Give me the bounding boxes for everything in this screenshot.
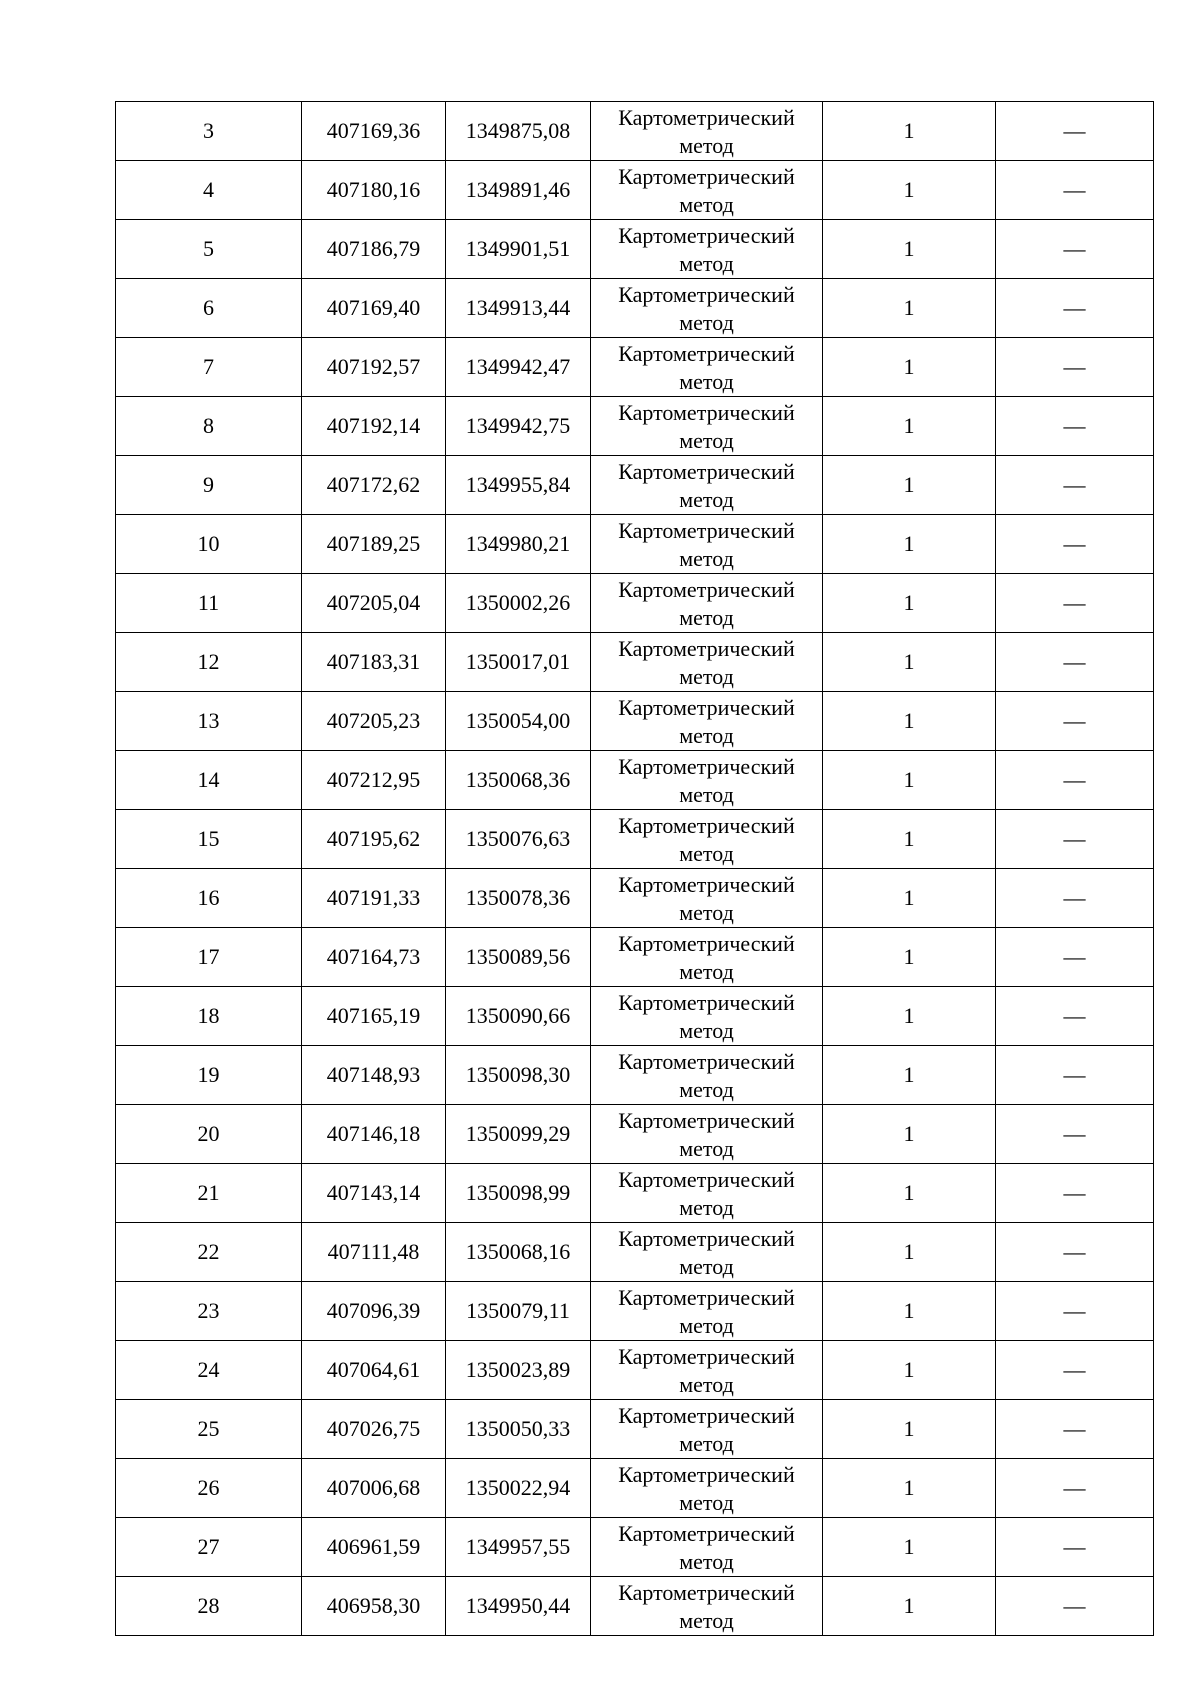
method-text-line: Картометрический — [618, 636, 795, 661]
table-row — [116, 751, 1154, 810]
x-coordinate-cell: 407165,19 — [302, 987, 446, 1046]
point-number-cell: 8 — [116, 397, 302, 456]
method-cell — [591, 279, 823, 338]
method-text-line: метод — [679, 1372, 734, 1397]
method-cell — [591, 869, 823, 928]
accuracy-cell: 1 — [823, 397, 996, 456]
method-text-line: Картометрический — [618, 931, 795, 956]
y-coordinate-cell: 1350078,36 — [446, 869, 591, 928]
note-cell: — — [996, 1577, 1154, 1636]
point-number-cell: 19 — [116, 1046, 302, 1105]
x-coordinate-cell: 407195,62 — [302, 810, 446, 869]
y-coordinate-cell: 1350099,29 — [446, 1105, 591, 1164]
method-text-line: метод — [679, 1431, 734, 1456]
method-text-line: Картометрический — [618, 1049, 795, 1074]
method-text-line: Картометрический — [618, 1108, 795, 1133]
x-coordinate-cell: 407191,33 — [302, 869, 446, 928]
coordinates-table-body — [116, 102, 1154, 1636]
note-cell: — — [996, 220, 1154, 279]
accuracy-cell: 1 — [823, 1046, 996, 1105]
y-coordinate-cell: 1350089,56 — [446, 928, 591, 987]
point-number-cell: 28 — [116, 1577, 302, 1636]
point-number-cell: 12 — [116, 633, 302, 692]
table-row — [116, 102, 1154, 161]
note-cell: — — [996, 633, 1154, 692]
coordinates-table — [115, 101, 1154, 1636]
table-row — [116, 633, 1154, 692]
method-text-line: Картометрический — [618, 577, 795, 602]
y-coordinate-cell: 1349957,55 — [446, 1518, 591, 1577]
x-coordinate-cell: 407183,31 — [302, 633, 446, 692]
method-cell — [591, 751, 823, 810]
method-cell — [591, 928, 823, 987]
point-number-cell: 23 — [116, 1282, 302, 1341]
method-cell — [591, 1341, 823, 1400]
y-coordinate-cell: 1350098,30 — [446, 1046, 591, 1105]
method-text-line: Картометрический — [618, 1344, 795, 1369]
note-cell: — — [996, 161, 1154, 220]
note-cell: — — [996, 102, 1154, 161]
accuracy-cell: 1 — [823, 161, 996, 220]
note-cell: — — [996, 1341, 1154, 1400]
accuracy-cell: 1 — [823, 456, 996, 515]
point-number-cell: 20 — [116, 1105, 302, 1164]
note-cell: — — [996, 1046, 1154, 1105]
y-coordinate-cell: 1350054,00 — [446, 692, 591, 751]
x-coordinate-cell: 407186,79 — [302, 220, 446, 279]
method-text-line: Картометрический — [618, 1403, 795, 1428]
y-coordinate-cell: 1349901,51 — [446, 220, 591, 279]
y-coordinate-cell: 1349955,84 — [446, 456, 591, 515]
method-cell — [591, 1164, 823, 1223]
method-text-line: Картометрический — [618, 105, 795, 130]
table-row — [116, 1400, 1154, 1459]
y-coordinate-cell: 1350068,36 — [446, 751, 591, 810]
method-text-line: метод — [679, 1490, 734, 1515]
x-coordinate-cell: 407026,75 — [302, 1400, 446, 1459]
accuracy-cell: 1 — [823, 279, 996, 338]
method-text-line: метод — [679, 664, 734, 689]
accuracy-cell: 1 — [823, 1518, 996, 1577]
method-text-line: Картометрический — [618, 223, 795, 248]
x-coordinate-cell: 407212,95 — [302, 751, 446, 810]
method-text-line: Картометрический — [618, 1521, 795, 1546]
note-cell: — — [996, 987, 1154, 1046]
point-number-cell: 14 — [116, 751, 302, 810]
accuracy-cell: 1 — [823, 633, 996, 692]
point-number-cell: 3 — [116, 102, 302, 161]
table-row — [116, 456, 1154, 515]
table-row — [116, 987, 1154, 1046]
table-row — [116, 338, 1154, 397]
y-coordinate-cell: 1350002,26 — [446, 574, 591, 633]
accuracy-cell: 1 — [823, 1282, 996, 1341]
method-text-line: метод — [679, 487, 734, 512]
table-row — [116, 928, 1154, 987]
note-cell: — — [996, 928, 1154, 987]
y-coordinate-cell: 1350076,63 — [446, 810, 591, 869]
note-cell: — — [996, 279, 1154, 338]
note-cell: — — [996, 1400, 1154, 1459]
method-text-line: Картометрический — [618, 341, 795, 366]
method-cell — [591, 1223, 823, 1282]
point-number-cell: 9 — [116, 456, 302, 515]
method-text-line: Картометрический — [618, 459, 795, 484]
method-cell — [591, 1105, 823, 1164]
method-text-line: метод — [679, 546, 734, 571]
x-coordinate-cell: 406961,59 — [302, 1518, 446, 1577]
table-row — [116, 161, 1154, 220]
method-text-line: метод — [679, 782, 734, 807]
table-row — [116, 1459, 1154, 1518]
y-coordinate-cell: 1349942,47 — [446, 338, 591, 397]
method-text-line: Картометрический — [618, 1462, 795, 1487]
method-text-line: метод — [679, 192, 734, 217]
method-cell — [591, 220, 823, 279]
x-coordinate-cell: 407169,36 — [302, 102, 446, 161]
point-number-cell: 15 — [116, 810, 302, 869]
method-cell — [591, 456, 823, 515]
accuracy-cell: 1 — [823, 810, 996, 869]
x-coordinate-cell: 407148,93 — [302, 1046, 446, 1105]
method-text-line: метод — [679, 1608, 734, 1633]
y-coordinate-cell: 1350050,33 — [446, 1400, 591, 1459]
table-row — [116, 279, 1154, 338]
note-cell: — — [996, 751, 1154, 810]
point-number-cell: 4 — [116, 161, 302, 220]
method-text-line: метод — [679, 251, 734, 276]
accuracy-cell: 1 — [823, 220, 996, 279]
method-text-line: метод — [679, 1018, 734, 1043]
point-number-cell: 17 — [116, 928, 302, 987]
accuracy-cell: 1 — [823, 751, 996, 810]
y-coordinate-cell: 1350079,11 — [446, 1282, 591, 1341]
table-row — [116, 810, 1154, 869]
method-text-line: Картометрический — [618, 754, 795, 779]
x-coordinate-cell: 407172,62 — [302, 456, 446, 515]
table-row — [116, 1518, 1154, 1577]
point-number-cell: 11 — [116, 574, 302, 633]
x-coordinate-cell: 407192,14 — [302, 397, 446, 456]
method-cell — [591, 1577, 823, 1636]
accuracy-cell: 1 — [823, 692, 996, 751]
accuracy-cell: 1 — [823, 928, 996, 987]
method-text-line: метод — [679, 1313, 734, 1338]
note-cell: — — [996, 1518, 1154, 1577]
method-text-line: метод — [679, 1136, 734, 1161]
table-row — [116, 1341, 1154, 1400]
note-cell: — — [996, 397, 1154, 456]
y-coordinate-cell: 1349950,44 — [446, 1577, 591, 1636]
accuracy-cell: 1 — [823, 869, 996, 928]
point-number-cell: 16 — [116, 869, 302, 928]
table-row — [116, 397, 1154, 456]
table-row — [116, 1223, 1154, 1282]
method-cell — [591, 338, 823, 397]
method-cell — [591, 692, 823, 751]
method-cell — [591, 397, 823, 456]
table-row — [116, 692, 1154, 751]
accuracy-cell: 1 — [823, 1400, 996, 1459]
table-row — [116, 220, 1154, 279]
x-coordinate-cell: 407143,14 — [302, 1164, 446, 1223]
x-coordinate-cell: 407205,04 — [302, 574, 446, 633]
table-row — [116, 1282, 1154, 1341]
x-coordinate-cell: 407006,68 — [302, 1459, 446, 1518]
method-text-line: Картометрический — [618, 695, 795, 720]
note-cell: — — [996, 869, 1154, 928]
method-text-line: метод — [679, 1195, 734, 1220]
x-coordinate-cell: 407192,57 — [302, 338, 446, 397]
accuracy-cell: 1 — [823, 574, 996, 633]
point-number-cell: 26 — [116, 1459, 302, 1518]
method-text-line: Картометрический — [618, 282, 795, 307]
x-coordinate-cell: 407064,61 — [302, 1341, 446, 1400]
method-text-line: Картометрический — [618, 1226, 795, 1251]
method-cell — [591, 161, 823, 220]
accuracy-cell: 1 — [823, 338, 996, 397]
method-text-line: Картометрический — [618, 872, 795, 897]
method-text-line: метод — [679, 723, 734, 748]
accuracy-cell: 1 — [823, 1459, 996, 1518]
method-cell — [591, 102, 823, 161]
method-text-line: Картометрический — [618, 1580, 795, 1605]
accuracy-cell: 1 — [823, 1223, 996, 1282]
y-coordinate-cell: 1349942,75 — [446, 397, 591, 456]
point-number-cell: 25 — [116, 1400, 302, 1459]
x-coordinate-cell: 407096,39 — [302, 1282, 446, 1341]
y-coordinate-cell: 1350098,99 — [446, 1164, 591, 1223]
method-text-line: метод — [679, 841, 734, 866]
note-cell: — — [996, 456, 1154, 515]
x-coordinate-cell: 407205,23 — [302, 692, 446, 751]
table-row — [116, 1046, 1154, 1105]
method-text-line: Картометрический — [618, 400, 795, 425]
note-cell: — — [996, 692, 1154, 751]
x-coordinate-cell: 407146,18 — [302, 1105, 446, 1164]
method-cell — [591, 1282, 823, 1341]
accuracy-cell: 1 — [823, 102, 996, 161]
method-text-line: метод — [679, 1549, 734, 1574]
method-text-line: метод — [679, 428, 734, 453]
method-cell — [591, 1400, 823, 1459]
method-text-line: метод — [679, 900, 734, 925]
note-cell: — — [996, 1164, 1154, 1223]
note-cell: — — [996, 574, 1154, 633]
method-text-line: метод — [679, 605, 734, 630]
point-number-cell: 27 — [116, 1518, 302, 1577]
y-coordinate-cell: 1350017,01 — [446, 633, 591, 692]
method-cell — [591, 1518, 823, 1577]
point-number-cell: 24 — [116, 1341, 302, 1400]
y-coordinate-cell: 1349980,21 — [446, 515, 591, 574]
point-number-cell: 21 — [116, 1164, 302, 1223]
method-cell — [591, 633, 823, 692]
method-text-line: метод — [679, 1254, 734, 1279]
table-row — [116, 574, 1154, 633]
y-coordinate-cell: 1349913,44 — [446, 279, 591, 338]
method-text-line: метод — [679, 959, 734, 984]
method-cell — [591, 574, 823, 633]
table-row — [116, 515, 1154, 574]
method-cell — [591, 1459, 823, 1518]
note-cell: — — [996, 810, 1154, 869]
accuracy-cell: 1 — [823, 515, 996, 574]
note-cell: — — [996, 1105, 1154, 1164]
point-number-cell: 10 — [116, 515, 302, 574]
y-coordinate-cell: 1349875,08 — [446, 102, 591, 161]
method-cell — [591, 987, 823, 1046]
accuracy-cell: 1 — [823, 1341, 996, 1400]
note-cell: — — [996, 1459, 1154, 1518]
point-number-cell: 22 — [116, 1223, 302, 1282]
method-text-line: метод — [679, 369, 734, 394]
x-coordinate-cell: 407164,73 — [302, 928, 446, 987]
accuracy-cell: 1 — [823, 1164, 996, 1223]
method-text-line: Картометрический — [618, 1167, 795, 1192]
table-row — [116, 1164, 1154, 1223]
method-text-line: метод — [679, 133, 734, 158]
method-cell — [591, 810, 823, 869]
method-cell — [591, 1046, 823, 1105]
accuracy-cell: 1 — [823, 1577, 996, 1636]
y-coordinate-cell: 1350022,94 — [446, 1459, 591, 1518]
point-number-cell: 13 — [116, 692, 302, 751]
point-number-cell: 6 — [116, 279, 302, 338]
point-number-cell: 5 — [116, 220, 302, 279]
method-text-line: Картометрический — [618, 813, 795, 838]
method-text-line: метод — [679, 310, 734, 335]
y-coordinate-cell: 1350023,89 — [446, 1341, 591, 1400]
method-cell — [591, 515, 823, 574]
method-text-line: Картометрический — [618, 164, 795, 189]
x-coordinate-cell: 407189,25 — [302, 515, 446, 574]
table-row — [116, 869, 1154, 928]
x-coordinate-cell: 406958,30 — [302, 1577, 446, 1636]
accuracy-cell: 1 — [823, 1105, 996, 1164]
method-text-line: метод — [679, 1077, 734, 1102]
method-text-line: Картометрический — [618, 518, 795, 543]
note-cell: — — [996, 338, 1154, 397]
method-text-line: Картометрический — [618, 990, 795, 1015]
table-row — [116, 1577, 1154, 1636]
point-number-cell: 7 — [116, 338, 302, 397]
note-cell: — — [996, 515, 1154, 574]
note-cell: — — [996, 1223, 1154, 1282]
table-row — [116, 1105, 1154, 1164]
x-coordinate-cell: 407111,48 — [302, 1223, 446, 1282]
accuracy-cell: 1 — [823, 987, 996, 1046]
note-cell: — — [996, 1282, 1154, 1341]
x-coordinate-cell: 407169,40 — [302, 279, 446, 338]
y-coordinate-cell: 1350068,16 — [446, 1223, 591, 1282]
method-text-line: Картометрический — [618, 1285, 795, 1310]
point-number-cell: 18 — [116, 987, 302, 1046]
y-coordinate-cell: 1349891,46 — [446, 161, 591, 220]
y-coordinate-cell: 1350090,66 — [446, 987, 591, 1046]
x-coordinate-cell: 407180,16 — [302, 161, 446, 220]
